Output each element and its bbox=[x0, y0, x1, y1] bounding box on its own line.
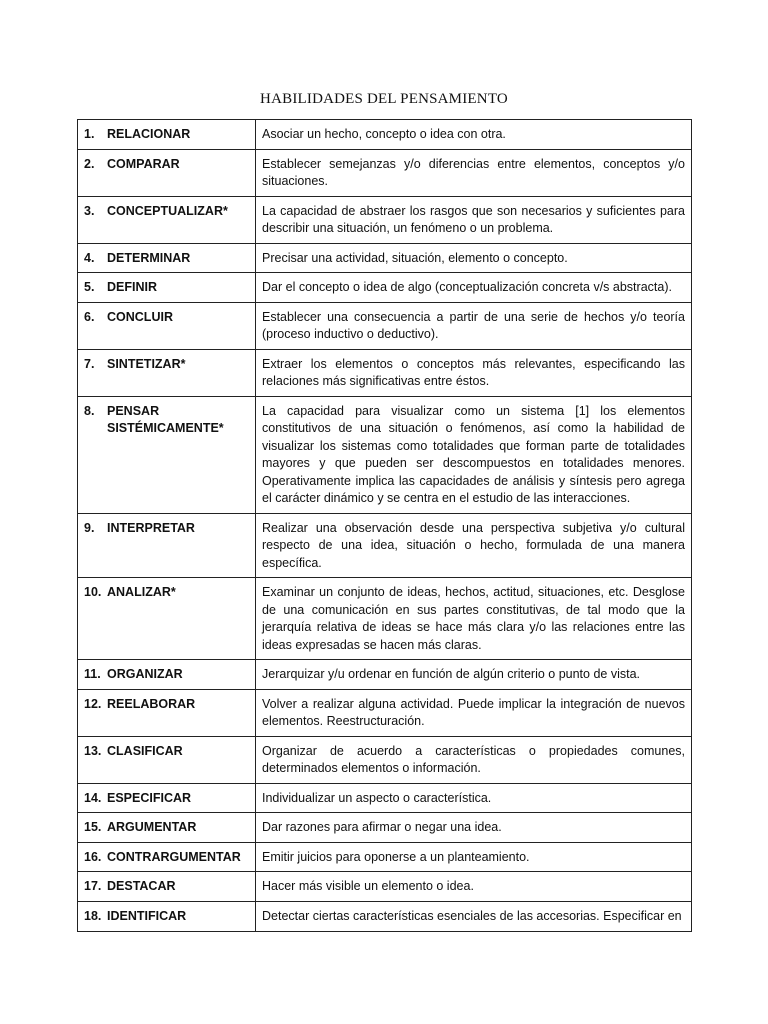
skill-cell bbox=[78, 120, 256, 150]
skill-name: SINTETIZAR* bbox=[107, 356, 186, 371]
skill-cell bbox=[78, 273, 256, 303]
skill-cell bbox=[78, 813, 256, 843]
definition-cell bbox=[256, 813, 692, 843]
definition-cell bbox=[256, 689, 692, 736]
definition-cell bbox=[256, 660, 692, 690]
skill-label bbox=[84, 520, 249, 538]
skill-label bbox=[84, 878, 249, 896]
skill-number: 15. bbox=[84, 820, 102, 834]
skill-label bbox=[84, 849, 249, 867]
definition-text: Detectar ciertas características esenciales de las accesorias. Especificar en bbox=[262, 908, 682, 923]
skill-name: IDENTIFICAR bbox=[107, 908, 187, 923]
skill-cell bbox=[78, 578, 256, 660]
skill-name: DETERMINAR bbox=[107, 250, 191, 265]
table-row bbox=[78, 243, 692, 273]
skill-name: COMPARAR bbox=[107, 156, 180, 171]
skill-name: DESTACAR bbox=[107, 879, 176, 893]
skill-name: CONCLUIR bbox=[107, 309, 173, 324]
skill-cell bbox=[78, 736, 256, 783]
skill-cell bbox=[78, 243, 256, 273]
skill-number: 5. bbox=[84, 280, 95, 294]
table-row bbox=[78, 689, 692, 736]
table-row bbox=[78, 813, 692, 843]
skill-label bbox=[84, 403, 249, 438]
skill-number: 8. bbox=[84, 403, 95, 418]
skill-label bbox=[84, 584, 249, 602]
definition-text: Jerarquizar y/u ordenar en función de algún criterio o punto de vista. bbox=[262, 667, 641, 681]
skill-name: ESPECIFICAR bbox=[107, 790, 192, 805]
skill-number: 1. bbox=[84, 127, 95, 141]
page-title: HABILIDADES DEL PENSAMIENTO bbox=[260, 91, 508, 107]
definition-cell bbox=[256, 196, 692, 243]
skill-label bbox=[84, 819, 249, 837]
definition-text: Establecer semejanzas y/o diferencias entre elementos, conceptos y/o situaciones. bbox=[262, 156, 685, 188]
skill-number: 18. bbox=[84, 908, 102, 923]
table-row bbox=[78, 842, 692, 872]
definition-cell bbox=[256, 736, 692, 783]
skill-number: 16. bbox=[84, 849, 102, 864]
skill-cell bbox=[78, 149, 256, 196]
definition-text: La capacidad para visualizar como un sistema [1] los elementos constitutivos de una situación o fenómenos, así como la habilidad de visualizar los sistemas como totalidades que forman parte de totalidades mayores y que pueden ser descompuestos en totalidades menores. Operativamente implica las capacidades de análisis y síntesis pero agrega el carácter dinámico y se centra en el estudio de las interacciones. bbox=[262, 403, 685, 505]
skill-name: ANALIZAR* bbox=[107, 585, 176, 599]
skill-label bbox=[84, 126, 249, 144]
skill-label bbox=[84, 696, 249, 714]
skills-table bbox=[77, 119, 692, 932]
table-row bbox=[78, 149, 692, 196]
skill-number: 11. bbox=[84, 667, 101, 681]
table-row bbox=[78, 513, 692, 578]
skills-table-body bbox=[78, 120, 692, 932]
skill-number: 9. bbox=[84, 520, 95, 535]
skill-label bbox=[84, 279, 249, 297]
definition-text: Realizar una observación desde una perspectiva subjetiva y/o cultural respecto de una idea, situación o hecho, formulada de una manera específica. bbox=[262, 520, 685, 570]
definition-text: Dar el concepto o idea de algo (conceptualización concreta v/s abstracta). bbox=[262, 280, 672, 294]
skill-label bbox=[84, 666, 249, 684]
skill-name: PENSAR SISTÉMICAMENTE* bbox=[107, 403, 224, 435]
table-row bbox=[78, 901, 692, 931]
table-row bbox=[78, 872, 692, 902]
definition-text: Individualizar un aspecto o característica. bbox=[262, 790, 492, 805]
table-row bbox=[78, 660, 692, 690]
skill-name: CLASIFICAR bbox=[107, 743, 183, 758]
definition-text: Volver a realizar alguna actividad. Puede implicar la integración de nuevos elementos. Reestructuración. bbox=[262, 696, 685, 728]
definition-cell bbox=[256, 513, 692, 578]
skill-name: RELACIONAR bbox=[107, 127, 191, 141]
skill-name: INTERPRETAR bbox=[107, 520, 195, 535]
definition-cell bbox=[256, 783, 692, 813]
skill-label bbox=[84, 790, 249, 808]
skill-cell bbox=[78, 302, 256, 349]
definition-text: La capacidad de abstraer los rasgos que son necesarios y suficientes para describir una situación, un fenómeno o un problema. bbox=[262, 203, 685, 235]
table-row bbox=[78, 273, 692, 303]
skill-name: DEFINIR bbox=[107, 280, 157, 294]
skill-number: 2. bbox=[84, 156, 95, 171]
table-row bbox=[78, 736, 692, 783]
skill-number: 12. bbox=[84, 696, 102, 711]
skill-cell bbox=[78, 689, 256, 736]
skill-cell bbox=[78, 660, 256, 690]
definition-cell bbox=[256, 302, 692, 349]
skill-number: 17. bbox=[84, 879, 102, 893]
skill-number: 13. bbox=[84, 743, 102, 758]
skill-label bbox=[84, 156, 249, 174]
skill-cell bbox=[78, 196, 256, 243]
skill-name: CONCEPTUALIZAR* bbox=[107, 203, 228, 218]
definition-text: Hacer más visible un elemento o idea. bbox=[262, 879, 474, 893]
skill-label bbox=[84, 309, 249, 327]
definition-cell bbox=[256, 872, 692, 902]
definition-text: Establecer una consecuencia a partir de una serie de hechos y/o teoría (proceso inductivo o deductivo). bbox=[262, 309, 685, 341]
definition-cell bbox=[256, 842, 692, 872]
definition-text: Emitir juicios para oponerse a un planteamiento. bbox=[262, 849, 530, 864]
skill-name: ARGUMENTAR bbox=[107, 820, 197, 834]
skill-name: CONTRARGUMENTAR bbox=[107, 849, 241, 864]
skill-number: 6. bbox=[84, 309, 95, 324]
skill-number: 7. bbox=[84, 356, 95, 371]
skill-cell bbox=[78, 842, 256, 872]
definition-text: Precisar una actividad, situación, elemento o concepto. bbox=[262, 250, 568, 265]
definition-cell bbox=[256, 578, 692, 660]
definition-cell bbox=[256, 901, 692, 931]
table-row bbox=[78, 302, 692, 349]
skill-cell bbox=[78, 349, 256, 396]
skill-cell bbox=[78, 396, 256, 513]
skill-label bbox=[84, 203, 249, 221]
table-row bbox=[78, 120, 692, 150]
skill-label bbox=[84, 908, 249, 926]
skill-cell bbox=[78, 513, 256, 578]
definition-cell bbox=[256, 349, 692, 396]
skill-number: 10. bbox=[84, 585, 102, 599]
definition-text: Asociar un hecho, concepto o idea con otra. bbox=[262, 127, 506, 141]
table-row bbox=[78, 349, 692, 396]
skill-number: 4. bbox=[84, 250, 95, 265]
definition-text: Organizar de acuerdo a características o propiedades comunes, determinados elementos o información. bbox=[262, 743, 685, 775]
definition-cell bbox=[256, 273, 692, 303]
skill-cell bbox=[78, 783, 256, 813]
definition-text: Dar razones para afirmar o negar una idea. bbox=[262, 820, 502, 834]
skill-name: REELABORAR bbox=[107, 696, 196, 711]
definition-cell bbox=[256, 120, 692, 150]
definition-text: Extraer los elementos o conceptos más relevantes, especificando las relaciones más significativas entre éstos. bbox=[262, 356, 685, 388]
definition-cell bbox=[256, 149, 692, 196]
table-row bbox=[78, 783, 692, 813]
skill-cell bbox=[78, 872, 256, 902]
skill-name: ORGANIZAR bbox=[107, 667, 183, 681]
skill-label bbox=[84, 250, 249, 268]
skill-label bbox=[84, 356, 249, 374]
skill-number: 14. bbox=[84, 790, 102, 805]
skill-label bbox=[84, 743, 249, 761]
definition-cell bbox=[256, 243, 692, 273]
table-row bbox=[78, 578, 692, 660]
table-row bbox=[78, 396, 692, 513]
skill-number: 3. bbox=[84, 203, 95, 218]
definition-text: Examinar un conjunto de ideas, hechos, actitud, situaciones, etc. Desglose de una comunicación en sus partes constitutivas, de tal modo que la jerarquía relativa de ideas se hace más clara y/o las relaciones entre las ideas expresadas se hacen más claras. bbox=[262, 585, 685, 652]
definition-cell bbox=[256, 396, 692, 513]
table-row bbox=[78, 196, 692, 243]
skill-cell bbox=[78, 901, 256, 931]
